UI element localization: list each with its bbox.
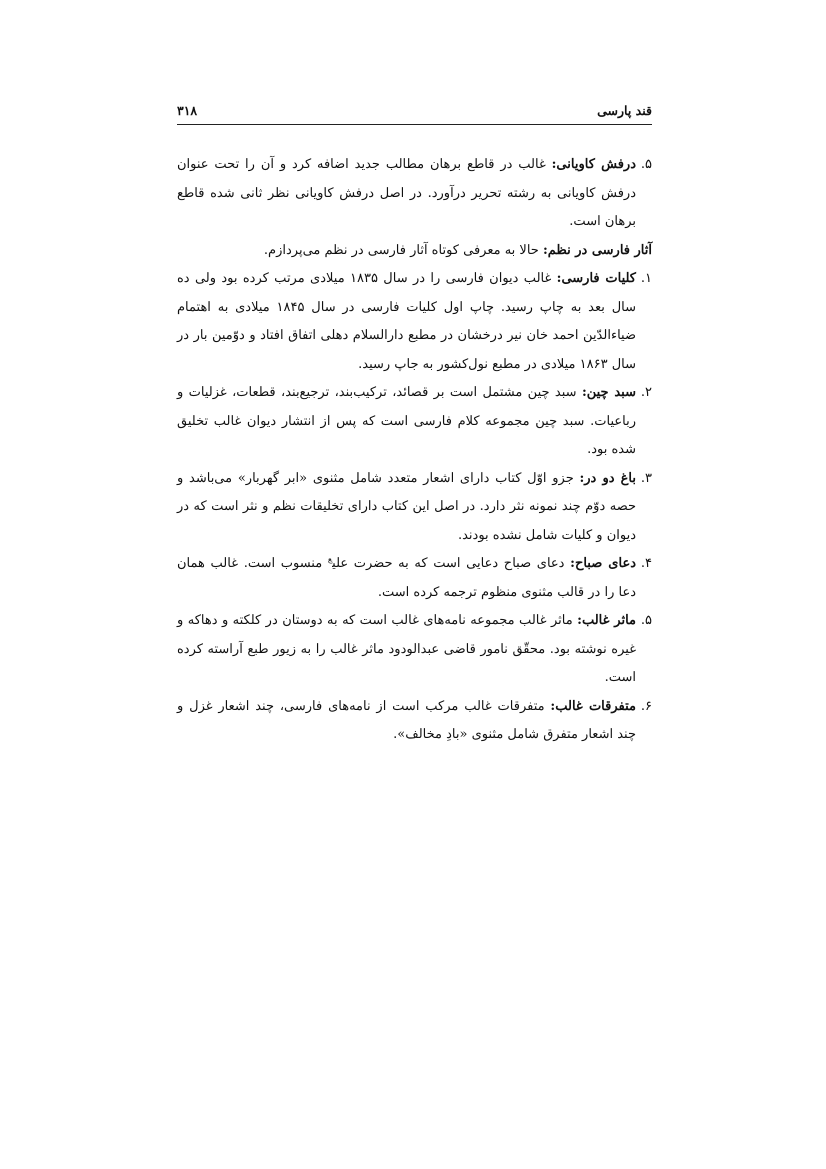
- list-item-text: ماثر غالب مجموعه نامه‌های غالب است که به دوستان در کلکته و دهاکه و غیره نوشته بود. محقّق نامور قاضی عبدالودود ماثر غالب را به زیور طبع آراسته کرده است.: [177, 613, 636, 685]
- list-item-text: غالب دیوان فارسی را در سال ۱۸۳۵ میلادی مرتب کرده بود ولی ده سال بعد به‌ چاپ رسید. چاپ اول کلیات فارسی در سال ۱۸۴۵ میلادی به اهتمام ضیاءالدّین احمد خان نیر درخشان در مطبع دارالسلام دهلی اتفاق افتاد و دوّمین بار در سال ۱۸۶۳ میلادی در مطبع نول‌کشور به جاپ رسید.: [177, 271, 636, 372]
- section-term: آثار فارسی در نظم:: [542, 242, 652, 258]
- list-item-term: متفرقات غالب:: [550, 698, 636, 714]
- list-item-body: [177, 265, 636, 379]
- list-item-body: [177, 379, 636, 465]
- list-item-body: [177, 607, 636, 693]
- list-item-number: ۶.: [640, 698, 652, 714]
- list-item-body: [177, 151, 636, 237]
- honorific-superscript: ع: [327, 554, 333, 564]
- list-item-number: ۵.: [640, 613, 652, 628]
- running-header: [177, 103, 652, 125]
- list-item-term: سبد چین:: [581, 385, 636, 400]
- list-item-number: ۲.: [640, 385, 652, 400]
- list-item-bagh-do-dar: [177, 465, 652, 551]
- list-item-kulliyat: [177, 265, 652, 379]
- article-body: [177, 151, 652, 750]
- list-item-number: ۵.: [640, 157, 652, 172]
- list-item-maasir-ghalib: [177, 607, 652, 693]
- list-item-term: کلیات فارسی:: [556, 271, 636, 286]
- list-item-number: ۴.: [640, 556, 652, 571]
- list-item-text: دعای صباح دعایی است که به حضرت علی: [332, 556, 571, 571]
- list-item-text: متفرقات غالب مرکب است از نامه‌های فارسی، چند اشعار غزل و چند اشعار متفرق شامل مثنوی «بادِ مخالف».: [177, 698, 636, 742]
- list-item-text: سبد چین مشتمل است بر قصائد، ترکیب‌بند، ترجیع‌بند، قطعات، غزلیات و رباعیات. سبد چین مجموعه کلام فارسی است که پس از انتشار دیوان غالب تخلیق شده بود.: [177, 385, 636, 457]
- list-item-body: [177, 693, 636, 750]
- list-item-mutafarriqat: [177, 693, 652, 750]
- list-item-text-continued: منسوب است. غالب همان دعا را در قالب مثنوی منظوم ترجمه کرده است.: [177, 556, 636, 600]
- list-item-term: درفش کاویانی:: [551, 157, 636, 172]
- list-item-doa-sabah: [177, 550, 652, 607]
- list-item-body: [177, 465, 636, 551]
- section-text: حالا به معرفی کوتاه آثار فارسی در نظم می‌پردازم.: [263, 242, 543, 258]
- list-item-text: غالب در قاطع برهان مطالب جدید اضافه کرد و آن را تحت عنوان درفش کاویانی به رشته تحریر درآورد. در اصل درفش کاویانی نظر ثانی شده قاطع برهان است.: [177, 157, 636, 229]
- list-item-term: دعای صباح:: [570, 556, 636, 571]
- page-number: ۳۱۸: [177, 103, 198, 118]
- list-item-term: باغ دو در:: [579, 470, 636, 486]
- list-item-number: ۳.: [640, 470, 652, 486]
- list-item-term: ماثر غالب:: [577, 613, 636, 628]
- list-item-sabad-chin: [177, 379, 652, 465]
- list-item-derafsh-kaviani: [177, 151, 652, 237]
- list-item-text: جزو اوّل کتاب دارای اشعار متعدد شامل مثنوی «ابر گهربار» می‌باشد و حصه دوّم چند نمونه نثر دارد. در اصل این کتاب دارای تخلیقات نظم و نثر است که در دیوان و کلیات شامل نشده بودند.: [177, 470, 636, 543]
- list-item-number: ۱.: [640, 271, 652, 286]
- list-item-body: [177, 550, 636, 607]
- journal-name: قند پارسی: [597, 103, 652, 118]
- section-heading-paragraph: [177, 237, 652, 266]
